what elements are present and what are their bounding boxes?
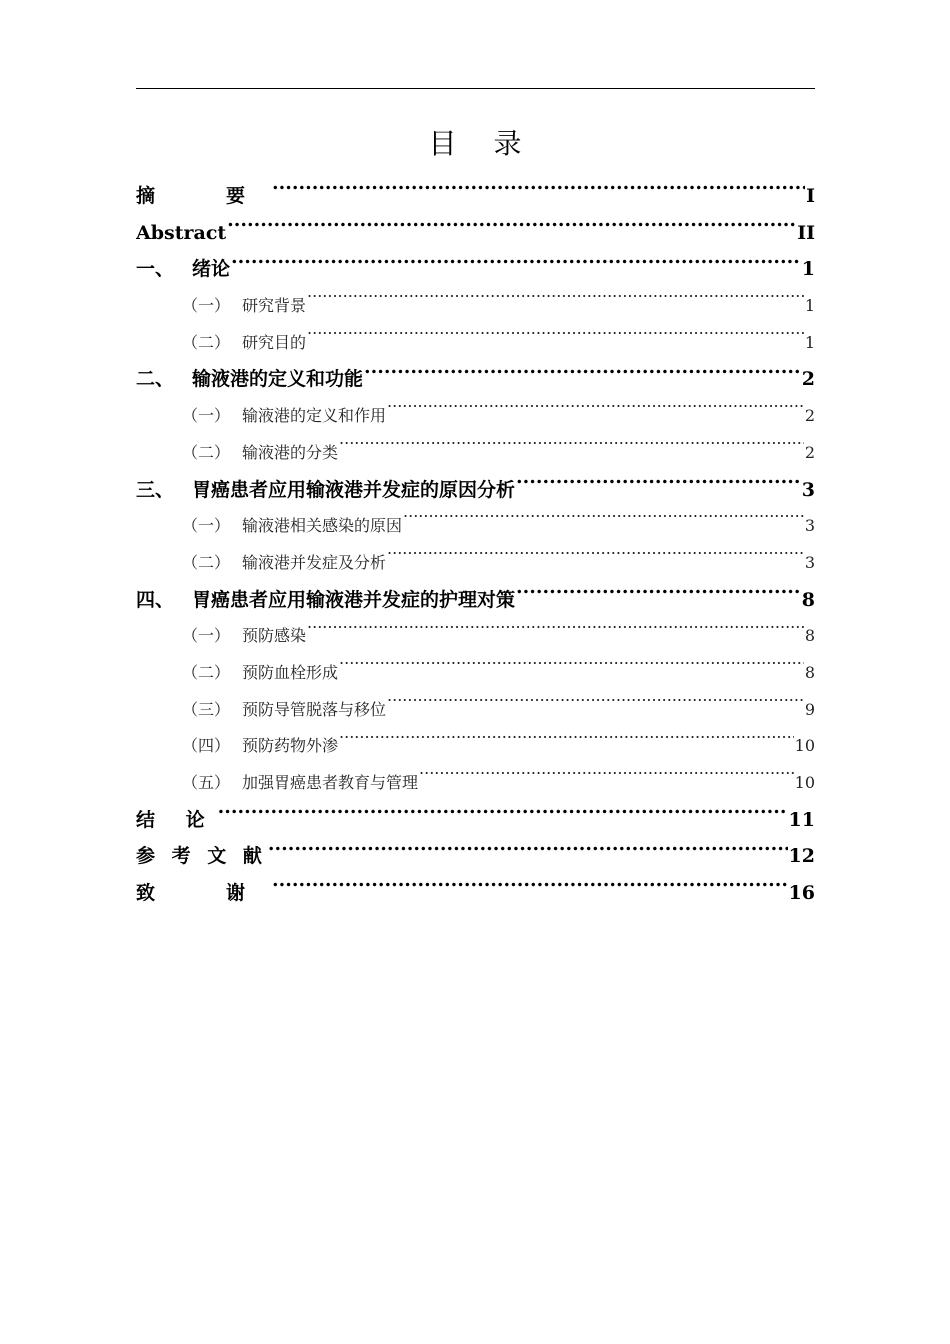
toc-leader-dots — [272, 880, 788, 899]
toc-entry-section-3-2[interactable] — [136, 545, 815, 582]
toc-entry-number: （二） — [182, 332, 231, 352]
toc-entry-title: 输液港并发症及分析 — [242, 552, 387, 572]
toc-entry-section-4-1[interactable] — [136, 618, 815, 655]
toc-leader-dots — [272, 183, 805, 202]
toc-page-number: 9 — [804, 699, 815, 719]
toc-page-number: 1 — [804, 296, 815, 316]
toc-page-number: 2 — [804, 442, 815, 462]
toc-entry-title: 预防血栓形成 — [242, 662, 339, 682]
toc-entry-section-3-1[interactable] — [136, 508, 815, 545]
toc-page-number: 12 — [788, 845, 815, 868]
toc-entry-title: 研究背景 — [242, 296, 307, 316]
toc-entry-title: 预防药物外渗 — [242, 736, 339, 756]
toc-leader-dots — [339, 442, 804, 458]
toc-page-number: 3 — [804, 516, 815, 536]
table-of-contents — [136, 178, 815, 912]
toc-entry-conclusion[interactable] — [136, 802, 815, 839]
toc-page-number: 10 — [794, 773, 815, 792]
toc-entry-number: 一、 — [136, 258, 175, 281]
toc-entry-section-4-5[interactable] — [136, 765, 815, 802]
toc-leader-dots — [516, 587, 801, 606]
toc-leader-dots — [387, 405, 804, 421]
toc-leader-dots — [227, 220, 796, 239]
toc-page-number: 16 — [788, 882, 815, 905]
toc-entry-number: （二） — [182, 442, 231, 462]
toc-entry-number: 三、 — [136, 478, 175, 501]
toc-entry-section-1-1[interactable] — [136, 288, 815, 325]
toc-page-number: 2 — [804, 406, 815, 426]
toc-entry-title: 致 谢 — [136, 882, 272, 905]
toc-page-number: I — [806, 185, 815, 207]
toc-entry-number: 四、 — [136, 588, 175, 611]
toc-entry-chapter-4[interactable] — [136, 582, 815, 619]
toc-page-number: 1 — [801, 258, 815, 281]
toc-entry-number: （四） — [182, 736, 231, 756]
toc-leader-dots — [419, 772, 794, 788]
toc-page-number: 8 — [801, 588, 815, 611]
toc-entry-title: 输液港相关感染的原因 — [242, 516, 403, 536]
toc-entry-abstract-zh[interactable] — [136, 178, 815, 215]
toc-page-number: II — [797, 221, 815, 244]
toc-leader-dots — [268, 843, 788, 862]
toc-page-number: 11 — [788, 808, 815, 831]
toc-entry-references[interactable] — [136, 838, 815, 875]
toc-leader-dots — [231, 256, 801, 275]
toc-entry-section-2-2[interactable] — [136, 435, 815, 472]
toc-leader-dots — [403, 515, 804, 531]
toc-leader-dots — [307, 625, 804, 641]
toc-entry-number: （五） — [182, 773, 231, 792]
toc-title: 目 录 — [428, 127, 536, 160]
toc-entry-title: 输液港的分类 — [242, 442, 339, 462]
toc-entry-number: 二、 — [136, 368, 175, 391]
toc-leader-dots — [339, 662, 804, 678]
toc-entry-title: 摘 要 — [136, 185, 272, 207]
toc-entry-title: 胃癌患者应用输液港并发症的护理对策 — [192, 588, 516, 611]
toc-entry-title: 预防感染 — [242, 626, 307, 646]
toc-entry-title: 预防导管脱落与移位 — [242, 699, 387, 719]
toc-page-number: 8 — [804, 662, 815, 682]
toc-entry-section-4-2[interactable] — [136, 655, 815, 692]
toc-entry-title: 绪论 — [192, 258, 231, 281]
toc-entry-chapter-1[interactable] — [136, 251, 815, 288]
toc-page-number: 8 — [804, 626, 815, 646]
toc-entry-abstract-en[interactable] — [136, 215, 815, 252]
toc-entry-number: （一） — [182, 296, 231, 316]
toc-entry-chapter-3[interactable] — [136, 472, 815, 509]
toc-entry-title: 输液港的定义和作用 — [242, 406, 387, 426]
toc-entry-title: Abstract — [136, 221, 227, 244]
toc-entry-title: 加强胃癌患者教育与管理 — [242, 773, 419, 792]
toc-entry-section-2-1[interactable] — [136, 398, 815, 435]
toc-leader-dots — [387, 699, 804, 715]
toc-entry-section-4-4[interactable] — [136, 728, 815, 765]
toc-page-number: 1 — [804, 332, 815, 352]
toc-entry-title: 参 考 文 献 — [136, 845, 267, 868]
toc-entry-title: 研究目的 — [242, 332, 307, 352]
toc-entry-section-4-3[interactable] — [136, 692, 815, 729]
toc-page-number: 3 — [804, 552, 815, 572]
toc-entry-title: 输液港的定义和功能 — [192, 368, 364, 391]
toc-leader-dots — [339, 735, 794, 751]
toc-entry-title: 胃癌患者应用输液港并发症的原因分析 — [192, 478, 516, 501]
toc-leader-dots — [364, 366, 801, 385]
toc-leader-dots — [307, 332, 804, 348]
toc-entry-number: （三） — [182, 699, 231, 719]
toc-leader-dots — [516, 477, 801, 496]
toc-page-number: 10 — [794, 736, 815, 756]
toc-leader-dots — [218, 807, 788, 826]
toc-page-number: 3 — [801, 478, 815, 501]
toc-entry-section-1-2[interactable] — [136, 325, 815, 362]
toc-entry-acknowledgements[interactable] — [136, 875, 815, 912]
toc-leader-dots — [307, 295, 804, 311]
toc-leader-dots — [387, 552, 804, 568]
header-rule — [136, 88, 815, 89]
toc-entry-number: （一） — [182, 626, 231, 646]
toc-entry-number: （二） — [182, 662, 231, 682]
toc-entry-chapter-2[interactable] — [136, 361, 815, 398]
toc-entry-number: （一） — [182, 406, 231, 426]
toc-entry-title: 结 论 — [136, 808, 217, 831]
toc-page-number: 2 — [801, 368, 815, 391]
toc-entry-number: （二） — [182, 552, 231, 572]
toc-entry-number: （一） — [182, 516, 231, 536]
